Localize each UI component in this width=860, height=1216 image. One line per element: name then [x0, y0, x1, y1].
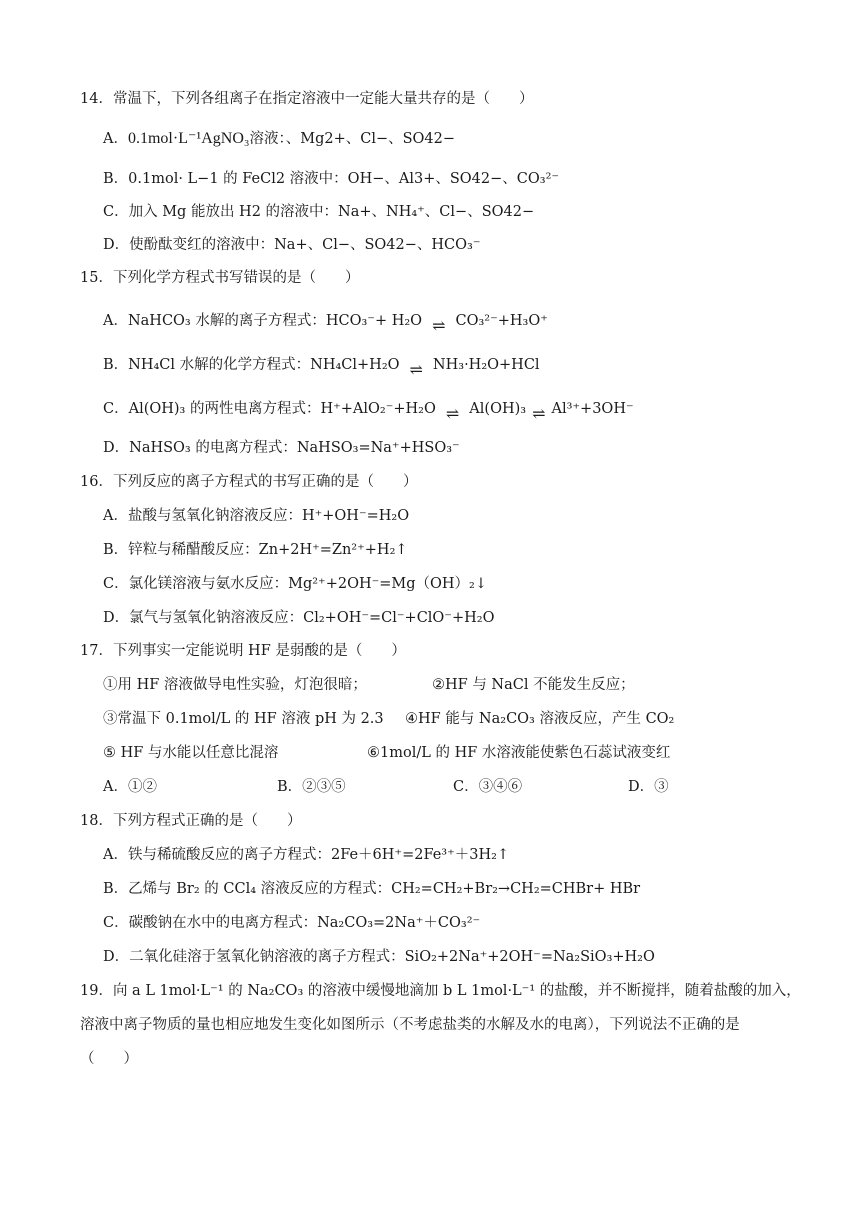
option-a-prefix: A． [103, 131, 128, 147]
question-18-option-d: D．二氧化硅溶于氢氧化钠溶液的离子方程式：SiO₂+2Na⁺+2OH⁻=Na₂SiO₃+H₂O [103, 949, 655, 965]
question-18-option-c: C．碳酸钠在水中的电离方程式：Na₂CO₃=2Na⁺＋CO₃²⁻ [103, 915, 481, 931]
question-19-line-3: （ ） [80, 1051, 138, 1067]
equation-right: CO₃²⁻+H₃O⁺ [455, 313, 548, 329]
question-17-statement-1: ①用 HF 溶液做导电性实验，灯泡很暗； [103, 677, 367, 693]
question-16-option-d: D．氯气与氢氧化钠溶液反应：Cl₂+OH⁻=Cl⁻+ClO⁻+H₂O [103, 610, 495, 626]
question-14-option-d: D．使酚酞变红的溶液中：Na+、Cl−、SO42−、HCO₃⁻ [103, 237, 481, 253]
option-a-math: 0.1mol·L⁻¹AgNO₃ [127, 130, 250, 147]
equilibrium-arrow-icon: ⇌ [445, 404, 460, 423]
question-16-option-b: B．锌粒与稀醋酸反应：Zn+2H⁺=Zn²⁺+H₂↑ [103, 542, 408, 558]
question-17-statement-4: ④HF 能与 Na₂CO₃ 溶液反应，产生 CO₂ [405, 711, 675, 727]
question-19-line-2: 溶液中离子物质的量也相应地发生变化如图所示（不考虑盐类的水解及水的电离），下列说法不正确的是 [80, 1017, 740, 1033]
equation-left: B．NH₄Cl 水解的化学方程式：NH₄Cl+H₂O [103, 357, 400, 373]
question-17-option-a: A．①② [103, 779, 157, 795]
option-a-text: 溶液：、Mg2+、Cl−、SO42− [249, 131, 456, 147]
question-17-statement-3: ③常温下 0.1mol/L 的 HF 溶液 pH 为 2.3 [103, 711, 384, 727]
question-17-option-b: B．②③⑤ [277, 779, 346, 795]
question-16-stem: 16．下列反应的离子方程式的书写正确的是（ ） [80, 474, 418, 490]
question-17-option-d: D．③ [628, 779, 669, 795]
equilibrium-arrow-icon: ⇌ [532, 404, 546, 423]
question-16-option-a: A．盐酸与氢氧化钠溶液反应：H⁺+OH⁻=H₂O [103, 508, 410, 524]
question-17-stem: 17．下列事实一定能说明 HF 是弱酸的是（ ） [80, 643, 406, 659]
question-15-option-d: D．NaHSO₃ 的电离方程式：NaHSO₃=Na⁺+HSO₃⁻ [103, 440, 460, 456]
equation-left: A．NaHCO₃ 水解的离子方程式：HCO₃⁻+ H₂O [103, 313, 423, 329]
question-14-option-a [103, 129, 455, 149]
question-17-statement-2: ②HF 与 NaCl 不能发生反应； [432, 677, 635, 693]
question-16-option-c: C．氯化镁溶液与氨水反应：Mg²⁺+2OH⁻=Mg（OH）₂↓ [103, 576, 488, 592]
question-18-option-b: B．乙烯与 Br₂ 的 CCl₄ 溶液反应的方程式：CH₂=CH₂+Br₂→CH₂=CHBr+ HBr [103, 881, 641, 897]
question-14-option-b: B．0.1mol· L−1 的 FeCl2 溶液中：OH−、Al3+、SO42−、CO₃²⁻ [103, 171, 560, 187]
question-18-stem: 18．下列方程式正确的是（ ） [80, 813, 302, 829]
equilibrium-arrow-icon: ⇌ [432, 316, 446, 335]
equilibrium-arrow-icon: ⇌ [409, 360, 423, 379]
question-14-option-c: C．加入 Mg 能放出 H2 的溶液中：Na+、NH₄⁺、Cl−、SO42− [103, 204, 535, 220]
question-15-stem: 15．下列化学方程式书写错误的是（ ） [80, 270, 360, 286]
equation-right: NH₃·H₂O+HCl [432, 357, 540, 373]
question-15-option-a [103, 310, 548, 335]
question-14-stem: 14．常温下，下列各组离子在指定溶液中一定能大量共存的是（ ） [80, 91, 534, 107]
question-17-option-c: C．③④⑥ [453, 779, 523, 795]
question-19-line-1: 19．向 a L 1mol·L⁻¹ 的 Na₂CO₃ 的溶液中缓慢地滴加 b L 1mol·L⁻¹ 的盐酸，并不断搅拌，随着盐酸的加入， [80, 983, 801, 999]
question-17-statement-6: ⑥1mol/L 的 HF 水溶液能使紫色石蕊试液变红 [367, 745, 671, 761]
equation-middle: Al(OH)₃ [469, 401, 527, 417]
equation-left: C．Al(OH)₃ 的两性电离方程式：H⁺+AlO₂⁻+H₂O [103, 401, 436, 417]
equation-right: Al³⁺+3OH⁻ [551, 401, 634, 417]
question-17-statement-5: ⑤ HF 与水能以任意比混溶 [103, 745, 279, 761]
question-15-option-b [103, 354, 540, 379]
question-18-option-a: A．铁与稀硫酸反应的离子方程式：2Fe＋6H⁺=2Fe³⁺＋3H₂↑ [103, 847, 510, 863]
question-15-option-c [103, 398, 634, 423]
